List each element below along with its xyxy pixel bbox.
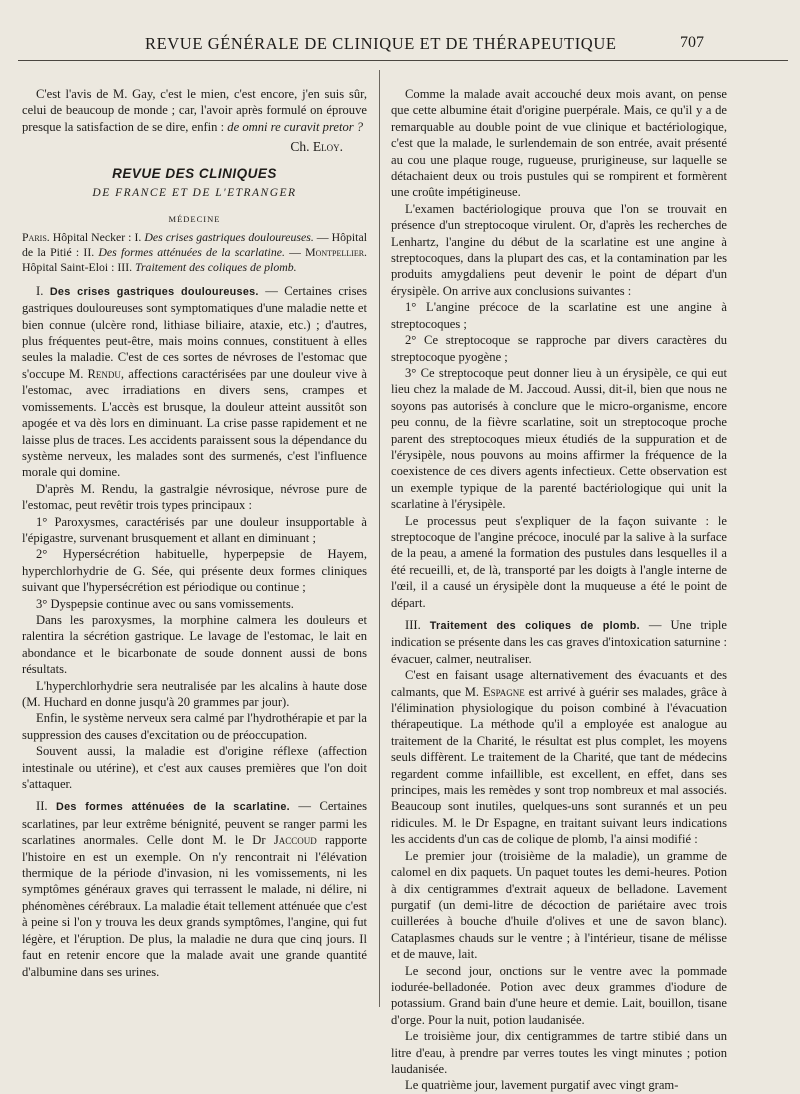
header-rule [18, 60, 788, 61]
review-title: REVUE DES CLINIQUES [112, 165, 277, 181]
paragraph: Dans les paroxysmes, la morphine calmera les douleurs et ralentira la sécrétion gastrique. Le lavage de l'estomac, le lait en abondance et le bicarbonate de soude donnent aussi de bons résultats. [22, 612, 367, 677]
list-item: 2° Ce streptocoque se rapproche par divers caractères du streptocoque pyogène ; [391, 333, 727, 364]
journal-title: REVUE GÉNÉRALE DE CLINIQUE ET DE THÉRAPEUTIQUE [145, 34, 617, 53]
paragraph: Comme la malade avait accouché deux mois avant, on pense que cette albumine était d'origine puerpérale. Mais, ce qu'il y a de remarquable au double point de vue clinique et bactériologique, c'est que la malade, le surlendemain de son entrée, avait présenté au cou une plaque rouge, rugueuse, prurigineuse, sur laquelle se détachaient deux ou trois pustules qui se rompirent et formèrent une croûte impétigineuse. [391, 87, 727, 200]
list-item: 3° Dyspepsie continue avec ou sans vomissements. [36, 596, 294, 611]
left-column [22, 86, 367, 1019]
section-1-paragraph: I. Des crises gastriques douloureuses. — Certaines crises gastriques douloureuses sont symptomatiques d'une maladie nette et bien connue (ulcère rond, lithiase biliaire, ataxie, etc.) ; d'autres, plus fréquentes peut-être, mais moins connues, constituent à elles seules la maladie. C'est de ces sortes de névroses de l'estomac que s'occupe M. Rendu, affections caractérisées par une douleur vive à l'estomac, avec irradiations en divers sens, crampes et vomissements. L'accès est brusque, la douleur atteint aussitôt son apogée et va dès lors en diminuant. La crise passe rapidement et ne laisse plus de traces. Les accidents paraissent sous la dépendance du système nerveux, les malades sont des surmenés, c'est l'influence morale qui domine. [22, 283, 367, 480]
section-3-heading: Traitement des coliques de plomb. [429, 620, 640, 632]
list-item: 3° Ce streptocoque peut donner lieu à un érysipèle, ce qui eut lieu chez la malade de M. Jaccoud. Aussi, dit-il, bien que nous ne soyons pas autorisés à conclure que le micro-organisme, encore peu connu, de la fièvre scarlatine, soit un streptocoque proche parent des streptocoques mieux étudiés de la suppuration et de l'érysipèle, nous pouvons au moins affirmer la fréquence de la coexistence de ces divers agents infectieux. Cette observation est un exemple typique de la parenté bactériologique qui unit la scarlatine à l'érysipèle. [391, 365, 727, 512]
right-column [391, 86, 727, 1093]
list-item: 1° Paroxysmes, caractérisés par une douleur insupportable à l'épigastre, survenant brusquement et allant en diminuant ; [22, 514, 367, 545]
paragraph: Le quatrième jour, lavement purgatif avec vingt gram- [405, 1078, 679, 1093]
paragraph: Enfin, le système nerveux sera calmé par l'hydrothérapie et par la suppression des causes d'excitation ou de préoccupation. [22, 711, 367, 742]
section-2-heading: Des formes atténuées de la scarlatine. [55, 801, 290, 814]
paragraph: Le processus peut s'expliquer de la façon suivante : le streptocoque de l'angine précoce, inoculé par la salive à la surface de la peau, a amené la formation des pustules dans lesquelles il a été recueilli, et, de là, transporté par les doigts à l'angle interne de l'œil, il a causé un érysipèle dont la muqueuse a été le point de départ. [391, 513, 727, 610]
review-subtitle: DE FRANCE ET DE L'ETRANGER [92, 187, 297, 200]
section-3-paragraph: III. Traitement des coliques de plomb. — Une triple indication se présente dans les cas graves d'intoxication saturnine : évacuer, calmer, neutraliser. [391, 618, 727, 666]
running-head [0, 0, 800, 64]
paragraph: Souvent aussi, la maladie est d'origine réflexe (affection intestinale ou utérine), et c'est aux causes premières que l'on doit s'attaquer. [22, 744, 367, 792]
paragraph: C'est en faisant usage alternativement des évacuants et des calmants, que M. Espagne est arrivé à guérir ses malades, grâce à l'élimination physiologique du poison combiné à l'évacuation thérapeutique. La méthode qu'il a employée est analogue au traitement de la Charité, le résultat est plus complet, les moyens seuls diffèrent. Le traitement de la Charité, que tant de médecins regardent comme infaillible, est excellent, en effet, dans ses principes, mais les remèdes y sont trop nombreux et mal associés. Beaucoup sont inutiles, quelques-uns sont surannés et un peu ridicules. M. le Dr Espagne, en traitant suivant leurs indications les accidents d'un cas de colique de plomb, l'a ainsi modifié : [391, 668, 727, 847]
list-item: 2° Hypersécrétion habituelle, hyperpepsie de Hayem, hyperchlorhydrie de G. Sée, qui présente deux formes cliniques suivant que l'hypersécrétion est périodique ou continue ; [22, 547, 367, 595]
paragraph: Le second jour, onctions sur le ventre avec la pommade iodurée-belladonée. Potion avec deux grammes d'iodure de potassium. Grand bain d'une heure et demie. Lait, bouillon, tisane d'orge. Pour la nuit, potion laudanisée. [391, 963, 727, 1027]
page-number: 707 [680, 34, 704, 51]
latin-quote: de omni re curavit pretor ? [227, 119, 364, 134]
paragraph: L'hyperchlorhydrie sera neutralisée par les alcalins à haute dose (M. Huchard en donne jusqu'à 20 grammes par jour). [22, 678, 367, 709]
contents-summary: Paris. Hôpital Necker : I. Des crises gastriques douloureuses. — Hôpital de la Pitié : II. Des formes atténuées de la scarlatine. — Montpellier. Hôpital Saint-Eloi : III. Traitement des coliques de plomb. [22, 229, 367, 274]
section-2-paragraph: II. Des formes atténuées de la scarlatine. — Certaines scarlatines, par leur extrême bénignité, peuvent se ranger parmi les scarlatines anormales. Celle dont M. le Dr Jaccoud rapporte l'histoire en est un exemple. On n'y rencontrait ni l'élévation thermique de la période d'invasion, ni les vomissements, ni les symptômes généraux graves qui terrassent le malade, ni délire, ni phénomènes cérébraux. La maladie était tellement atténuée que c'est à peine si l'on y trouva les deux grands symptômes, l'angine, qui fut légère, et l'éruption. De plus, la maladie ne dura que cinq jours. Il faut en retenir encore que la malade avait une grande quantité d'albumine dans ses urines. [22, 799, 368, 979]
section-label: MÉDECINE [168, 214, 221, 225]
paragraph: Le troisième jour, dix centigrammes de tartre stibié dans un litre d'eau, à prendre par verres toutes les vingt minutes ; potion laudanisée. [391, 1029, 727, 1076]
column-divider [379, 70, 380, 1007]
author-signature: Ch. Eloy. [290, 139, 343, 155]
intro-paragraph: C'est l'avis de M. Gay, c'est le mien, c'est encore, j'en suis sûr, celui de beaucoup de monde ; car, l'avoir après formulé on éprouve presque la satisfaction de se dire, enfin : de omni re curavit pretor ? [22, 87, 367, 134]
paragraph: L'examen bactériologique prouva que l'on se trouvait en présence d'un streptocoque virulent. Or, d'après les recherches de Lenhartz, l'angine du début de la scarlatine est une angine à streptocoques, dans la plupart des cas, et la contamination par les produits amygdaliens peut devenir le point de départ d'un érysipèle. On arrive aux conclusions suivantes : [391, 201, 727, 298]
paragraph: Le premier jour (troisième de la maladie), un gramme de calomel en dix paquets. Un paquet toutes les demi-heures. Potion à dix centigrammes d'extrait aqueux de belladone. Lavement purgatif (un demi-litre de décoction de pariétaire avec trois cuillerées à bouche d'huile d'olives et une de savon blanc). Cataplasmes chauds sur le ventre ; à l'intérieur, tisane de mélisse et de mauve, lait. [391, 848, 727, 962]
paragraph: D'après M. Rendu, la gastralgie névrosique, névrose pure de l'estomac, peut revêtir trois types principaux : [22, 481, 367, 513]
list-item: 1° L'angine précoce de la scarlatine est une angine à streptocoques ; [391, 300, 727, 331]
section-1-heading: Des crises gastriques douloureuses. [49, 285, 259, 298]
